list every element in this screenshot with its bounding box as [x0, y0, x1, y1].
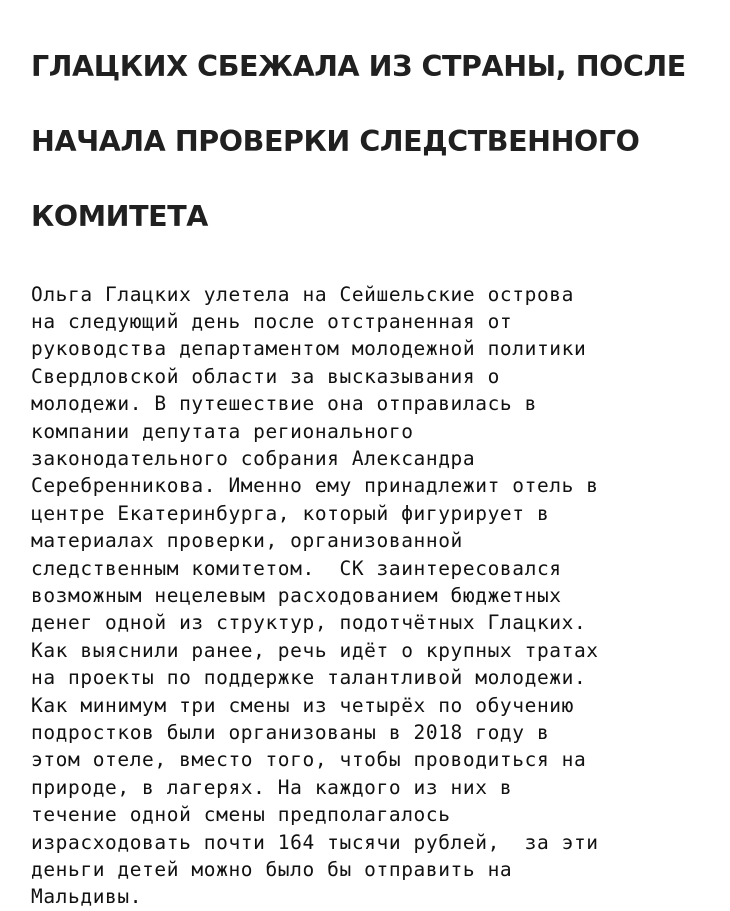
body-line: этом отеле, вместо того, чтобы проводиться на [31, 748, 587, 772]
body-line: Серебренникова. Именно ему принадлежит отель в [31, 474, 599, 498]
body-line: Свердловской области за высказывания о [31, 364, 500, 388]
headline-line: КОМИТЕТА [31, 199, 208, 233]
body-line: материалах проверки, организованной [31, 529, 463, 553]
body-line: Как выяснили ранее, речь идёт о крупных тратах [31, 638, 599, 662]
body-line: следственным комитетом. СК заинтересовался [31, 556, 562, 580]
body-line: природе, в лагерях. На каждого из них в [31, 775, 513, 799]
headline-line: ГЛАЦКИХ СБЕЖАЛА ИЗ СТРАНЫ, ПОСЛЕ [31, 49, 686, 83]
body-line: израсходовать почти 164 тысячи рублей, за эти [31, 830, 599, 854]
body-line: подростков были организованы в 2018 году в [31, 721, 550, 744]
body-line: законодательного собрания Александра [31, 446, 476, 470]
article-headline [31, 10, 710, 273]
headline-line: НАЧАЛА ПРОВЕРКИ СЛЕДСТВЕННОГО [31, 124, 640, 158]
body-line: на проекты по поддержке талантливой молодежи. [31, 666, 587, 690]
body-line: Как минимум три смены из четырёх по обучению [31, 693, 574, 717]
body-line: Ольга Глацких улетела на Сейшельские острова [31, 282, 574, 306]
body-line: компании депутата регионального [31, 419, 414, 443]
body-line: возможным нецелевым расходованием бюджетных [31, 583, 562, 607]
body-line: молодежи. В путешествие она отправилась в [31, 392, 537, 416]
body-line: Мальдивы. [31, 885, 143, 909]
body-line: руководства департаментом молодежной политики [31, 337, 587, 361]
body-line: центре Екатеринбурга, который фигурирует в [31, 501, 550, 525]
body-line: денег одной из структур, подотчётных Глацких. [31, 611, 587, 635]
body-line: течение одной смены предполагалось [31, 803, 451, 827]
body-line: деньги детей можно было бы отправить на [31, 858, 513, 882]
article-body [31, 281, 710, 911]
body-line: на следующий день после отстраненная от [31, 309, 513, 333]
